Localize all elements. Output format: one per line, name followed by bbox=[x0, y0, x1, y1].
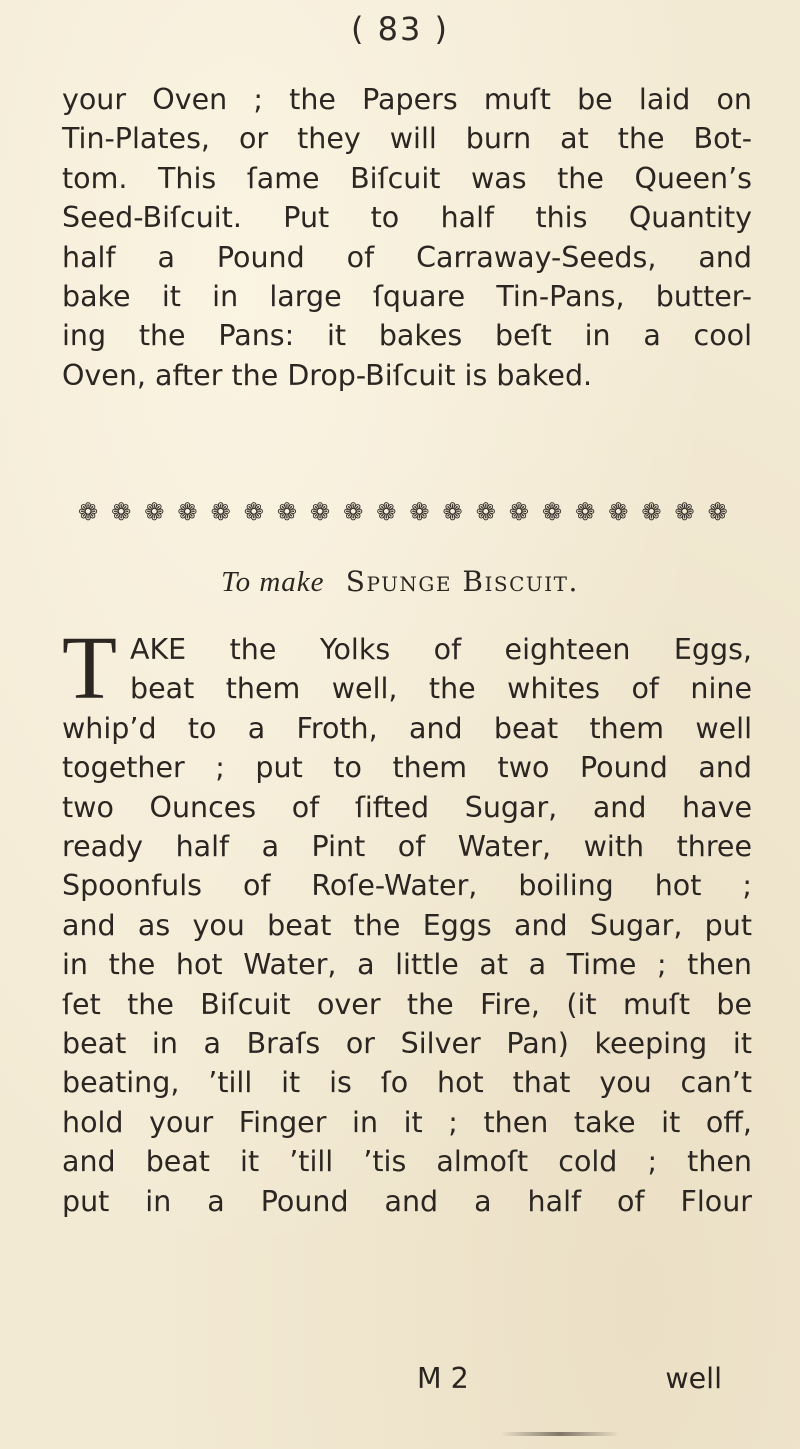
drop-cap: T bbox=[62, 619, 117, 718]
ink-smudge bbox=[500, 1432, 620, 1436]
flower-ornament-icon: ❁ bbox=[243, 498, 264, 526]
text-line: Tin-Plates, or they will burn at the Bot- bbox=[62, 122, 752, 156]
text-line: put in a Pound and a half of Flour bbox=[62, 1184, 752, 1218]
flower-ornament-icon: ❁ bbox=[442, 498, 463, 526]
text-line: ready half a Pint of Water, with three bbox=[62, 830, 752, 864]
text-line: Oven, after the Drop-Biſcuit is baked. bbox=[62, 358, 593, 392]
decorative-ornament-row bbox=[78, 500, 728, 524]
signature-mark: M 2 bbox=[417, 1362, 469, 1395]
text-line: Spoonfuls of Roſe-Water, boiling hot ; bbox=[62, 869, 752, 903]
flower-ornament-icon: ❁ bbox=[575, 498, 596, 526]
flower-ornament-icon: ❁ bbox=[78, 498, 99, 526]
flower-ornament-icon: ❁ bbox=[343, 498, 364, 526]
catchword: well bbox=[665, 1362, 722, 1395]
flower-ornament-icon: ❁ bbox=[276, 498, 297, 526]
recipe-body bbox=[62, 619, 752, 1221]
recipe-heading bbox=[0, 565, 800, 599]
flower-ornament-icon: ❁ bbox=[376, 498, 397, 526]
flower-ornament-icon: ❁ bbox=[707, 498, 728, 526]
text-line: whip’d to a Froth, and beat them well bbox=[62, 711, 752, 745]
flower-ornament-icon: ❁ bbox=[541, 498, 563, 526]
page-number: ( 83 ) bbox=[350, 10, 450, 48]
flower-ornament-icon: ❁ bbox=[508, 498, 529, 526]
flower-ornament-icon: ❁ bbox=[144, 498, 165, 526]
text-line: in the hot Water, a little at a Time ; then bbox=[62, 948, 752, 982]
text-line: beating, ’till it is ſo hot that you can’t bbox=[62, 1066, 752, 1100]
flower-ornament-icon: ❁ bbox=[608, 498, 629, 526]
flower-ornament-icon: ❁ bbox=[475, 498, 496, 526]
text-line: and beat it ’till ’tis almoſt cold ; then bbox=[62, 1145, 752, 1179]
flower-ornament-icon: ❁ bbox=[641, 498, 662, 526]
text-line: your Oven ; the Papers muſt be laid on bbox=[62, 83, 752, 116]
text-line: two Ounces of ſifted Sugar, and have bbox=[62, 790, 752, 824]
text-line: ing the Pans: it bakes beſt in a cool bbox=[62, 319, 752, 353]
text-line: beat in a Braſs or Silver Pan) keeping it bbox=[62, 1027, 752, 1061]
flower-ornament-icon: ❁ bbox=[674, 498, 695, 526]
flower-ornament-icon: ❁ bbox=[177, 498, 198, 526]
text-line: bake it in large ſquare Tin-Pans, butter- bbox=[62, 280, 752, 314]
top-paragraph bbox=[62, 80, 752, 395]
text-line: together ; put to them two Pound and bbox=[62, 751, 752, 785]
text-line: hold your Finger in it ; then take it off, bbox=[62, 1105, 752, 1139]
flower-ornament-icon: ❁ bbox=[309, 498, 331, 526]
text-line: tom. This ſame Biſcuit was the Queen’s bbox=[62, 161, 752, 195]
text-line: AKE the Yolks of eighteen Eggs, bbox=[130, 633, 752, 666]
text-line: Seed-Biſcuit. Put to half this Quantity bbox=[62, 201, 752, 235]
text-line: ſet the Biſcuit over the Fire, (it muſt be bbox=[62, 987, 752, 1021]
heading-prefix: To make bbox=[221, 566, 325, 598]
heading-title: Spunge Biscuit. bbox=[345, 565, 579, 598]
text-line: half a Pound of Carraway-Seeds, and bbox=[62, 240, 752, 274]
text-line: and as you beat the Eggs and Sugar, put bbox=[62, 908, 752, 942]
recipe-paragraph bbox=[62, 619, 752, 1221]
flower-ornament-icon: ❁ bbox=[210, 498, 231, 526]
flower-ornament-icon: ❁ bbox=[409, 498, 430, 526]
flower-ornament-icon: ❁ bbox=[111, 498, 132, 526]
text-line: beat them well, the whites of nine bbox=[130, 672, 752, 706]
